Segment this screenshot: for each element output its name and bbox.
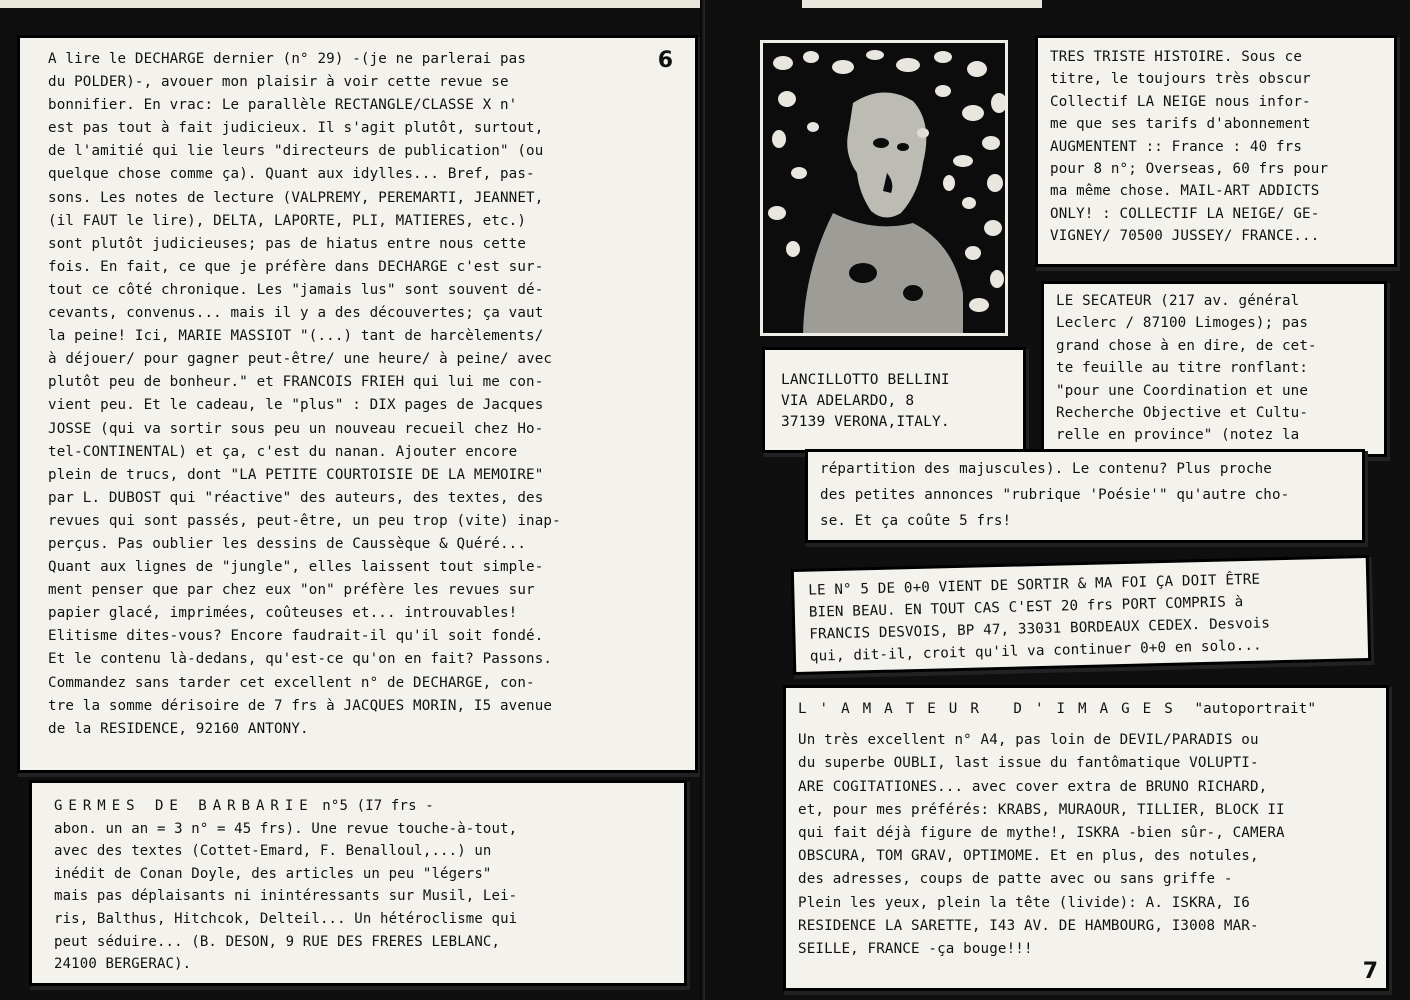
text-line: 37139 VERONA,ITALY. (781, 414, 950, 430)
text-line: par L. DUBOST qui "réactive" des auteurs, des textes, des (48, 489, 544, 506)
text-line: FRANCIS DESVOIS, BP 47, 33031 BORDEAUX CEDEX. Desvois (809, 615, 1271, 643)
text-line: LE SECATEUR (217 av. général (1056, 293, 1300, 309)
text-line: de la RESIDENCE, 92160 ANTONY. (48, 720, 309, 737)
text-line: Plein les yeux, plein la tête (livide): A. ISKRA, I6 (798, 894, 1250, 911)
text-line: me que ses tarifs d'abonnement (1050, 116, 1311, 133)
text-line: relle en province" (notez la (1056, 427, 1300, 444)
text-line: perçus. Pas oublier les dessins de Caussèque & Quéré... (48, 535, 527, 552)
text-line: OBSCURA, TOM GRAV, OPTIMOME. Et en plus, des notules, (798, 848, 1259, 865)
text-line: bonnifier. En vrac: Le parallèle RECTANGLE/CLASSE X n' (48, 97, 518, 114)
text-line: VIGNEY/ 70500 JUSSEY/ FRANCE... (1050, 228, 1320, 245)
text-line: te feuille au titre ronflant: (1056, 360, 1309, 377)
text-line: Collectif LA NEIGE nous infor- (1050, 93, 1311, 110)
text-line: AUGMENTENT :: France : 40 frs (1050, 138, 1303, 155)
text-line: de l'amitié qui lie leurs "directeurs de publication" (ou (48, 143, 544, 160)
text-line: du POLDER)-, avouer mon plaisir à voir cette revue se (48, 74, 509, 91)
amateur-subtitle: "autoportrait" (1194, 701, 1317, 717)
text-line: du superbe OUBLI, last issue du fantômatique VOLUPTI- (798, 755, 1259, 772)
text-line: à déjouer/ pour gagner peut-être/ une heure/ à peine/ avec (48, 351, 553, 368)
text-line: Un très excellent n° A4, pas loin de DEVIL/PARADIS ou (798, 732, 1259, 749)
text-line: papier glacé, imprimées, coûteuses et... introuvables! (48, 605, 518, 622)
text-line: sont plutôt judicieuses; pas de hiatus entre nous cette (48, 235, 527, 252)
text-line: RESIDENCE LA SARETTE, I43 AV. DE HAMBOURG, I3008 MAR- (798, 917, 1259, 934)
text-line: Et le contenu là-dedans, qu'est-ce qu'on en fait? Passons. (48, 651, 553, 668)
text-line: titre, le toujours très obscur (1050, 71, 1311, 88)
germes-box (32, 783, 684, 983)
text-line: BIEN BEAU. EN TOUT CAS C'EST 20 frs PORT COMPRIS à (808, 594, 1244, 621)
text-line: des adresses, coups de patte avec ou sans griffe - (798, 871, 1233, 888)
page-number-right: 7 (1362, 959, 1378, 984)
text-line: se. Et ça coûte 5 frs! (820, 513, 1012, 529)
text-line: ONLY! : COLLECTIF LA NEIGE/ GE- (1050, 205, 1320, 222)
text-line: répartition des majuscules). Le contenu? Plus proche (820, 461, 1272, 477)
text-line: sons. Les notes de lecture (VALPREMY, PEREMARTI, JEANNET, (48, 189, 544, 206)
text-line: cevants, convenus... mais il y a des découvertes; ça vaut (48, 305, 544, 322)
text-line: quelque chose comme ça). Quant aux idylles... Bref, pas- (48, 166, 535, 183)
top-edge-strip-right (802, 0, 1042, 8)
germes-title: GERMES DE BARBARIE (54, 798, 314, 814)
text-line: "pour une Coordination et une (1056, 382, 1309, 399)
text-line: qui, dit-il, croit qu'il va continuer 0+0 en solo... (809, 637, 1262, 665)
text-line: est pas tout à fait judicieux. Il s'agit plutôt, surtout, (48, 120, 544, 137)
top-edge-strip (0, 0, 700, 8)
text-line: TRES TRISTE HISTOIRE. Sous ce (1050, 49, 1303, 65)
amateur-title: L'AMATEUR D'IMAGES (798, 701, 1186, 717)
text-line: Commandez sans tarder cet excellent n° de DECHARGE, con- (48, 674, 535, 691)
zero-plus-zero-box (794, 558, 1368, 672)
text-line: JOSSE (qui va sortir sous peu un nouveau recueil chez Ho- (48, 420, 544, 437)
text-line: VIA ADELARDO, 8 (781, 393, 915, 409)
text-line: grand chose à en dire, de cet- (1056, 337, 1317, 354)
portrait-image (763, 43, 1008, 336)
secateur-box (1044, 284, 1384, 454)
text-line: SEILLE, FRANCE -ça bouge!!! (798, 940, 1033, 957)
text-line: tre la somme dérisoire de 7 frs à JACQUES MORIN, I5 avenue (48, 697, 553, 714)
text-line: avec des textes (Cottet-Emard, F. Benalloul,...) un (54, 843, 492, 860)
zero-plus-zero-text (808, 566, 1354, 667)
text-line: vient peu. Et le cadeau, le "plus" : DIX pages de Jacques (48, 397, 544, 414)
text-line: pour 8 n°; Overseas, 60 frs pour (1050, 161, 1329, 178)
text-line: revues qui sont passés, peut-être, un peu trop (vite) inap- (48, 512, 561, 529)
address-caption-text (781, 370, 1007, 433)
text-line: tout ce côté chronique. Les "jamais lus" sont souvent dé- (48, 281, 544, 298)
decharge-review-box (20, 38, 695, 770)
text-line: Leclerc / 87100 Limoges); pas (1056, 315, 1309, 332)
text-line: ARE COGITATIONES... avec cover extra de BRUNO RICHARD, (798, 778, 1268, 795)
text-line: plutôt peu de bonheur." et FRANCOIS FRIEH qui lui me con- (48, 374, 544, 391)
address-caption-box (765, 350, 1023, 450)
text-line: qui fait déjà figure de mythe!, ISKRA -bien sûr-, CAMERA (798, 824, 1285, 841)
text-line: mais pas déplaisants ni inintéressants sur Musil, Lei- (54, 888, 518, 905)
amateur-title-line (798, 698, 1374, 721)
text-line: ris, Balthus, Hitchcok, Delteil... Un hétéroclisme qui (54, 910, 518, 927)
text-line: A lire le DECHARGE dernier (n° 29) -(je ne parlerai pas (48, 51, 527, 67)
portrait-photo (760, 40, 1008, 336)
text-line: tel-CONTINENTAL) et ça, c'est du nanan. Ajouter encore (48, 443, 518, 460)
secateur-text (1056, 290, 1372, 447)
amateur-images-text (798, 729, 1374, 961)
secateur-continuation-box (808, 452, 1362, 540)
text-line: ma même chose. MAIL-ART ADDICTS (1050, 183, 1320, 200)
text-line: Quant aux lignes de "jungle", elles laissent tout simple- (48, 559, 544, 576)
text-line: la peine! Ici, MARIE MASSIOT "(...) tant de harcèlements/ (48, 328, 544, 345)
text-line: fois. En fait, ce que je préfère dans DECHARGE c'est sur- (48, 258, 544, 275)
text-line: (il FAUT le lire), DELTA, LAPORTE, PLI, MATIERES, etc.) (48, 212, 527, 229)
text-line: LE N° 5 DE 0+0 VIENT DE SORTIR & MA FOI ÇA DOIT ÊTRE (808, 571, 1261, 599)
text-line: Recherche Objective et Cultu- (1056, 405, 1309, 422)
text-line: inédit de Conan Doyle, des articles un peu "légers" (54, 865, 492, 882)
text-line: ment penser que par chez eux "on" préfère les revues sur (48, 582, 535, 599)
triste-histoire-text (1050, 46, 1382, 248)
germes-body: n°5 (I7 frs - abon. un an = 3 n° = 45 frs). Une revue touche-à-tout, avec des textes (Cottet-Emard, F. Benalloul,...) un inédit de Conan Doyle, des articles un peu "légers" mais pas déplaisants ni inintéressants sur Musil, Lei- ris, Balthus, Hitchcok, Delteil... Un hétéroclisme qui peut séduire... (B. DESON, 9 RUE DES FRERES LEBLANC, 24100 BERGERAC). (54, 798, 668, 976)
germes-text (54, 795, 668, 976)
page-number-left: 6 (657, 48, 673, 73)
decharge-review-text (48, 48, 679, 741)
text-line: Elitisme dites-vous? Encore faudrait-il qu'il soit fondé. (48, 628, 544, 645)
text-line: 24100 BERGERAC). (54, 956, 192, 973)
text-line: et, pour mes préférés: KRABS, MURAOUR, TILLIER, BLOCK II (798, 801, 1285, 818)
text-line: LANCILLOTTO BELLINI (781, 372, 950, 388)
text-line: abon. un an = 3 n° = 45 frs). Une revue touche-à-tout, (54, 820, 518, 837)
secateur-continuation-text (820, 456, 1350, 534)
text-line: peut séduire... (B. DESON, 9 RUE DES FRERES LEBLANC, (54, 933, 501, 950)
amateur-images-box (786, 688, 1386, 988)
text-line: plein de trucs, dont "LA PETITE COURTOISIE DE LA MEMOIRE" (48, 466, 544, 483)
triste-histoire-box (1038, 38, 1394, 264)
text-line: des petites annonces "rubrique 'Poésie'" qu'autre cho- (820, 487, 1290, 503)
